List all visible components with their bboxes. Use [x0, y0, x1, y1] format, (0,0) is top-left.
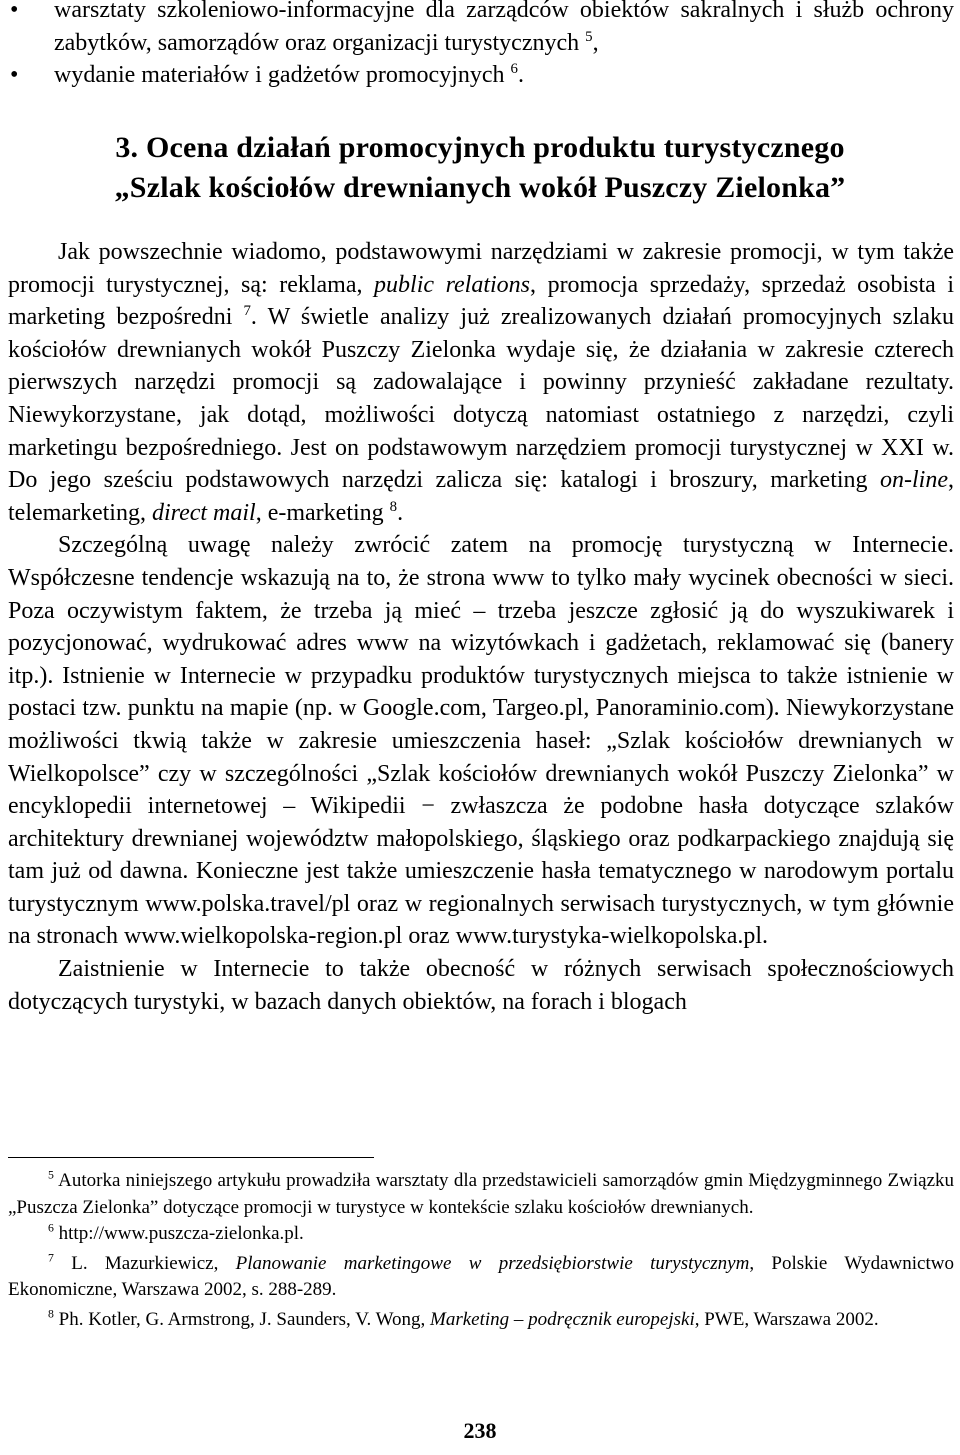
text-run: , e-marketing [255, 499, 384, 526]
bullet-punct: . [517, 62, 524, 89]
footnote-text: Autorka niniejszego artykułu prowadziła warsztaty dla przedstawicieli samorządów gmin Międzygminnego Związku „Puszcza Zielonka” dotyczące promocji w turystyce w kontekście szlaku kościołów drewnianych. [8, 1170, 955, 1218]
text-run: , telemarketing, [8, 467, 954, 526]
footnote-7 [8, 1251, 954, 1304]
italic-term: public relations [374, 271, 531, 298]
footnote-text: Ph. Kotler, G. Armstrong, J. Saunders, V. Wong, [58, 1308, 431, 1330]
footnote-ref: 6 [510, 61, 518, 78]
footnote-text: , Polskie Wydawnictwo Ekonomiczne, Warszawa 2002, s. 288-289. [8, 1252, 954, 1300]
footnote-number: 8 [48, 1307, 54, 1321]
footnote-number: 5 [48, 1168, 54, 1182]
footnote-separator [8, 1157, 374, 1158]
text-run: . [397, 499, 404, 526]
text-run: , promocja sprzedaży, sprzedaż osobista i marketing bezpośredni [8, 271, 955, 331]
paragraph: Zaistnienie w Internecie to także obecność w różnych serwisach społecznościowych dotyczących turystyki, w bazach danych obiektów, na forach i blogach [8, 956, 954, 1015]
text-run: . W świetle analizy już zrealizowanych działań promocyjnych szlaku kościołów drewnianych wokół Puszczy Zielonka wydaje się, że działania w zakresie czterech pierwszych narzędzi promocji są zadowalające i powinny przynieść zakładane rezultaty. Niewykorzystane, jak dotąd, możliwości dotyczą natomiast ostatniego z narzędzi, czyli marketingu bezpośredniego. Jest on podstawowym narzędziem promocji turystycznej w XXI w. Do jego sześciu podstawowych narzędzi zalicza się: katalogi i broszury, marketing [8, 304, 954, 494]
bullet-text: warsztaty szkoleniowo-informacyjne dla zarządców obiektów sakralnych i służb ochrony zabytków, samorządów oraz organizacji turystycznych [54, 0, 954, 56]
bullet-item [8, 0, 954, 59]
bullet-punct: , [592, 29, 599, 56]
bullet-item [8, 59, 954, 92]
section-number: 3. [115, 131, 139, 164]
text-run: Jak powszechnie wiadomo, podstawowymi narzędziami w zakresie promocji, w tym także promocji turystycznej, są: reklama, [8, 239, 954, 298]
paragraph [8, 236, 954, 529]
italic-term: on-line [880, 467, 948, 494]
footnote-5 [8, 1168, 954, 1221]
section-title: Ocena działań promocyjnych produktu turystycznego [145, 131, 845, 164]
footnote-number: 6 [48, 1221, 54, 1235]
footnote-link[interactable]: http://www.puszcza-zielonka.pl. [58, 1223, 304, 1244]
footnotes [8, 1164, 954, 1333]
italic-term: direct mail [151, 499, 256, 526]
footnote-8 [8, 1307, 954, 1334]
section-title-line-2: „Szlak kościołów drewnianych wokół Puszczy Zielonka” [114, 171, 846, 204]
page-number: 238 [463, 1418, 497, 1443]
footnote-6 [8, 1221, 954, 1248]
footnote-title: Planowanie marketingowe w przedsiębiorstwie turystycznym [235, 1252, 750, 1274]
section-title-line-1 [0, 128, 960, 168]
paragraph: Szczególną uwagę należy zwrócić zatem na promocję turystyczną w Internecie. Współczesne tendencje wskazują na to, że strona www to tylko mały wycinek obecności w sieci. Poza oczywistym faktem, że trzeba ją mieć – trzeba jeszcze zgłosić ją do wyszukiwarek i pozycjonować, wydrukować adres www na wizytówkach i gadżetach, reklamować się (banery itp.). Istnienie w Internecie w przypadku produktów turystycznych miejsca to także istnienie w postaci tzw. punktu na mapie (np. w Google.com, Targeo.pl, Panoraminio.com). Niewykorzystane możliwości tkwią także w zakresie umieszczenia haseł: „Szlak kościołów drewnianych w Wielkopolsce” czy w szczególności „Szlak kościołów drewnianych wokół Puszczy Zielonka” w encyklopedii internetowej – Wikipedii − zwłaszcza że podobne hasła dotyczące szlaków architektury drewnianej województw małopolskiego, śląskiego oraz podkarpackiego znajdują się tam już od dawna. Konieczne jest także umieszczenie hasła tematycznego w narodowym portalu turystycznym www.polska.travel/pl oraz w regionalnych serwisach turystycznych, w tym głównie na stronach www.wielkopolska-region.pl oraz www.turystyka-wielkopolska.pl. [8, 532, 954, 950]
footnote-ref: 5 [585, 28, 593, 45]
footnote-title: Marketing – podręcznik europejski [430, 1308, 695, 1330]
footnote-ref: 7 [243, 303, 251, 320]
section-heading [0, 128, 960, 208]
footnote-text: L. Mazurkiewicz, [71, 1252, 236, 1274]
bullet-text: wydanie materiałów i gadżetów promocyjnych [54, 62, 505, 89]
body-text [8, 236, 954, 1018]
footnote-ref: 8 [389, 498, 398, 515]
footnote-number: 7 [48, 1251, 54, 1265]
footnote-text: , PWE, Warszawa 2002. [694, 1308, 879, 1330]
bullet-list [8, 0, 954, 92]
